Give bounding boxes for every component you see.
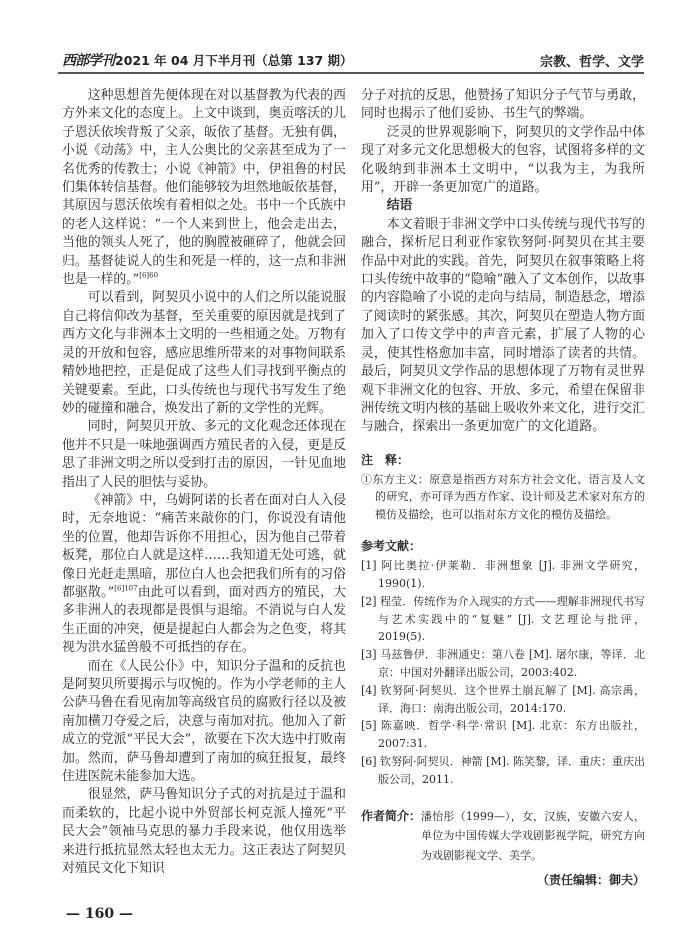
author-bio-label: 作者简介： (361, 808, 422, 823)
paragraph-text: 《神箭》中，乌姆阿诺的长者在面对白人入侵时，无奈地说：“痛苦来敲你的门，你说没有请他坐的位置，他却告诉你不用担心，因为他自己带着板凳，那位白人就是这样……我知道无处可逃，就像日光赶走黑暗，那位白人也会把我们所有的习俗都驱散。” (62, 492, 346, 600)
running-header-left (62, 50, 353, 70)
paragraph: 而在《人民公仆》中，知识分子温和的反抗也是阿契贝所要揭示与叹惋的。作为小学老师的主人公萨马鲁在看见南加等高级官员的腐败行径以及被南加横刀夺爱之后，决意与南加对抗。他加入了新成立的党派“平民大会”，欲要在下次大选中打败南加。然而，萨马鲁却遭到了南加的疯狂报复，最终住进医院未能参加大选。 (62, 658, 346, 785)
citation: [6]107 (114, 584, 138, 593)
paragraph (62, 87, 346, 289)
reference-item: [5] 陈嘉映．哲学·科学·常识 [M]. 北京：东方出版社，2007:31. (361, 719, 645, 751)
reference-list (361, 557, 645, 788)
citation: [6]60 (139, 271, 159, 280)
reference-item: [1] 阿比奥拉·伊莱勒．非洲想象 [J]. 非洲文学研究，1990(1). (361, 559, 645, 591)
running-header (62, 46, 644, 70)
footnote: ①东方主义：原意是指西方对东方社会文化、语言及人文的研究，亦可译为西方作家、设计师及艺术家对东方的模仿及描绘，也可以指对东方文化的模仿及描绘。 (361, 472, 645, 521)
paragraph: 分子对抗的反思，他赞扬了知识分子气节与勇敢，同时也揭示了他们妥协、书生气的弊端。 (361, 88, 645, 122)
reference-item: [3] 马兹鲁伊．非洲通史：第八卷 [M]. 屠尔康，等译．北京：中国对外翻译出版公司，2003:402. (361, 648, 645, 679)
page-number: — 160 — (66, 906, 133, 922)
conclusion-heading: 结语 (386, 198, 413, 214)
paragraph: 泛灵的世界观影响下，阿契贝的文学作品中体现了对多元文化思想极大的包容，试图将多样的文化吸纳到非洲本土文明中，“以我为主，为我所用”，开辟一条更加宽广的道路。 (361, 124, 645, 196)
paragraph (62, 492, 346, 658)
paragraph: 本文着眼于非洲文学中口头传统与现代书写的融合，探析尼日利亚作家钦努阿·阿契贝在其主要作品中对此的实践。首先，阿契贝在叙事策略上将口头传统中故事的“隐喻”融入了文本创作，以故事的内容隐喻了小说的走向与结局，制造悬念，增添了阅读时的紧张感。其次，阿契贝在塑造人物方面加入了口传文学中的声音元素，扩展了人物的心灵，使其性格愈加丰富，同时增添了读者的共情。最后，阿契贝文学作品的思想体现了万物有灵世界观下非洲文化的包容、开放、多元，希望在保留非洲传统文明内核的基础上吸收外来文化，进行交汇与融合，探索出一条更加宽广的文化道路。 (361, 216, 645, 435)
paragraph: 同时，阿契贝开放、多元的文化观念还体现在他并不只是一味地强调西方殖民者的入侵，更是反思了非洲文明之所以受到打击的原因，一针见血地指出了人民的胆怯与妥协。 (62, 419, 346, 490)
right-column (361, 87, 645, 890)
reference-item: [4] 钦努阿·阿契贝．这个世界土崩瓦解了 [M]. 高宗禹，译．海口：南海出版公司，2014:170. (361, 683, 645, 715)
responsible-editor: （责任编辑：御夫） (536, 873, 645, 888)
notes-heading: 注 释： (361, 452, 410, 467)
header-rule (58, 72, 644, 74)
journal-logo: 西部学刊 (62, 53, 114, 69)
paragraph-text: 这种思想首先便体现在对以基督教为代表的西方外来文化的态度上。上文中谈到，奥贡喀沃的儿子恩沃依埃背叛了父亲，皈依了基督。无独有偶，小说《动荡》中，主人公奥比的父亲甚至成为了一名优秀的传教士；小说《神箭》中，伊祖鲁的村民们集体转信基督。他们能够较为坦然地皈依基督，其原因与恩沃依埃有着相似之处。书中一个氏族中的老人这样说：“一个人来到世上，他会走出去，当他的领头人死了，他的胸膛被砸碎了，他就会回归。基督徒说人的生和死是一样的，这一点和非洲也是一样的。” (62, 88, 346, 288)
issue-info: 2021 年 04 月下半月刊（总第 137 期） (115, 53, 353, 68)
paragraph-text: 由此可以看到，面对西方的殖民，大多非洲人的表现都是畏惧与退缩。不消说与白人发生正面的冲突，便是提起白人都会为之色变，将其视为洪水猛兽般不可抵挡的存在。 (62, 584, 346, 656)
left-column (62, 87, 346, 878)
section-title: 宗教、哲学、文学 (539, 55, 644, 70)
author-bio (361, 807, 645, 866)
reference-item: [2] 程莹．传统作为介入现实的方式——理解非洲现代书写与艺术实践中的“复魅” [J]. 文艺理论与批评，2019(5). (361, 594, 645, 644)
paragraph: 可以看到，阿契贝小说中的人们之所以能说服自己将信仰改为基督，至关重要的原因就是找到了西方文化与非洲本土文明的一些相通之处。万物有灵的开放和包容，感应思维所带来的对事物间联系精妙地把控，正是促成了这些人们寻找到平衡点的关键要素。至此，口头传统也与现代书写发生了绝妙的碰撞和融合，焕发出了新的文学性的光辉。 (62, 290, 346, 416)
author-bio-text: 潘怡彤（1999—），女，汉族，安徽六安人，单位为中国传媒大学戏剧影视学院，研究方向为戏剧影视文学、美学。 (421, 809, 645, 862)
paragraph: 很显然，萨马鲁知识分子式的对抗是过于温和而柔软的，比起小说中外贸部长柯克派人撞死“平民大会”领袖马克思的暴力手段来说，他仅用选举来进行抵抗显然太轻也太无力。这正表达了阿契贝对殖民文化下知识 (62, 787, 346, 877)
reference-item: [6] 钦努阿·阿契贝．神箭 [M]. 陈笑黎，译．重庆：重庆出版公司，2011. (361, 754, 645, 786)
references-heading: 参考文献： (361, 539, 422, 554)
